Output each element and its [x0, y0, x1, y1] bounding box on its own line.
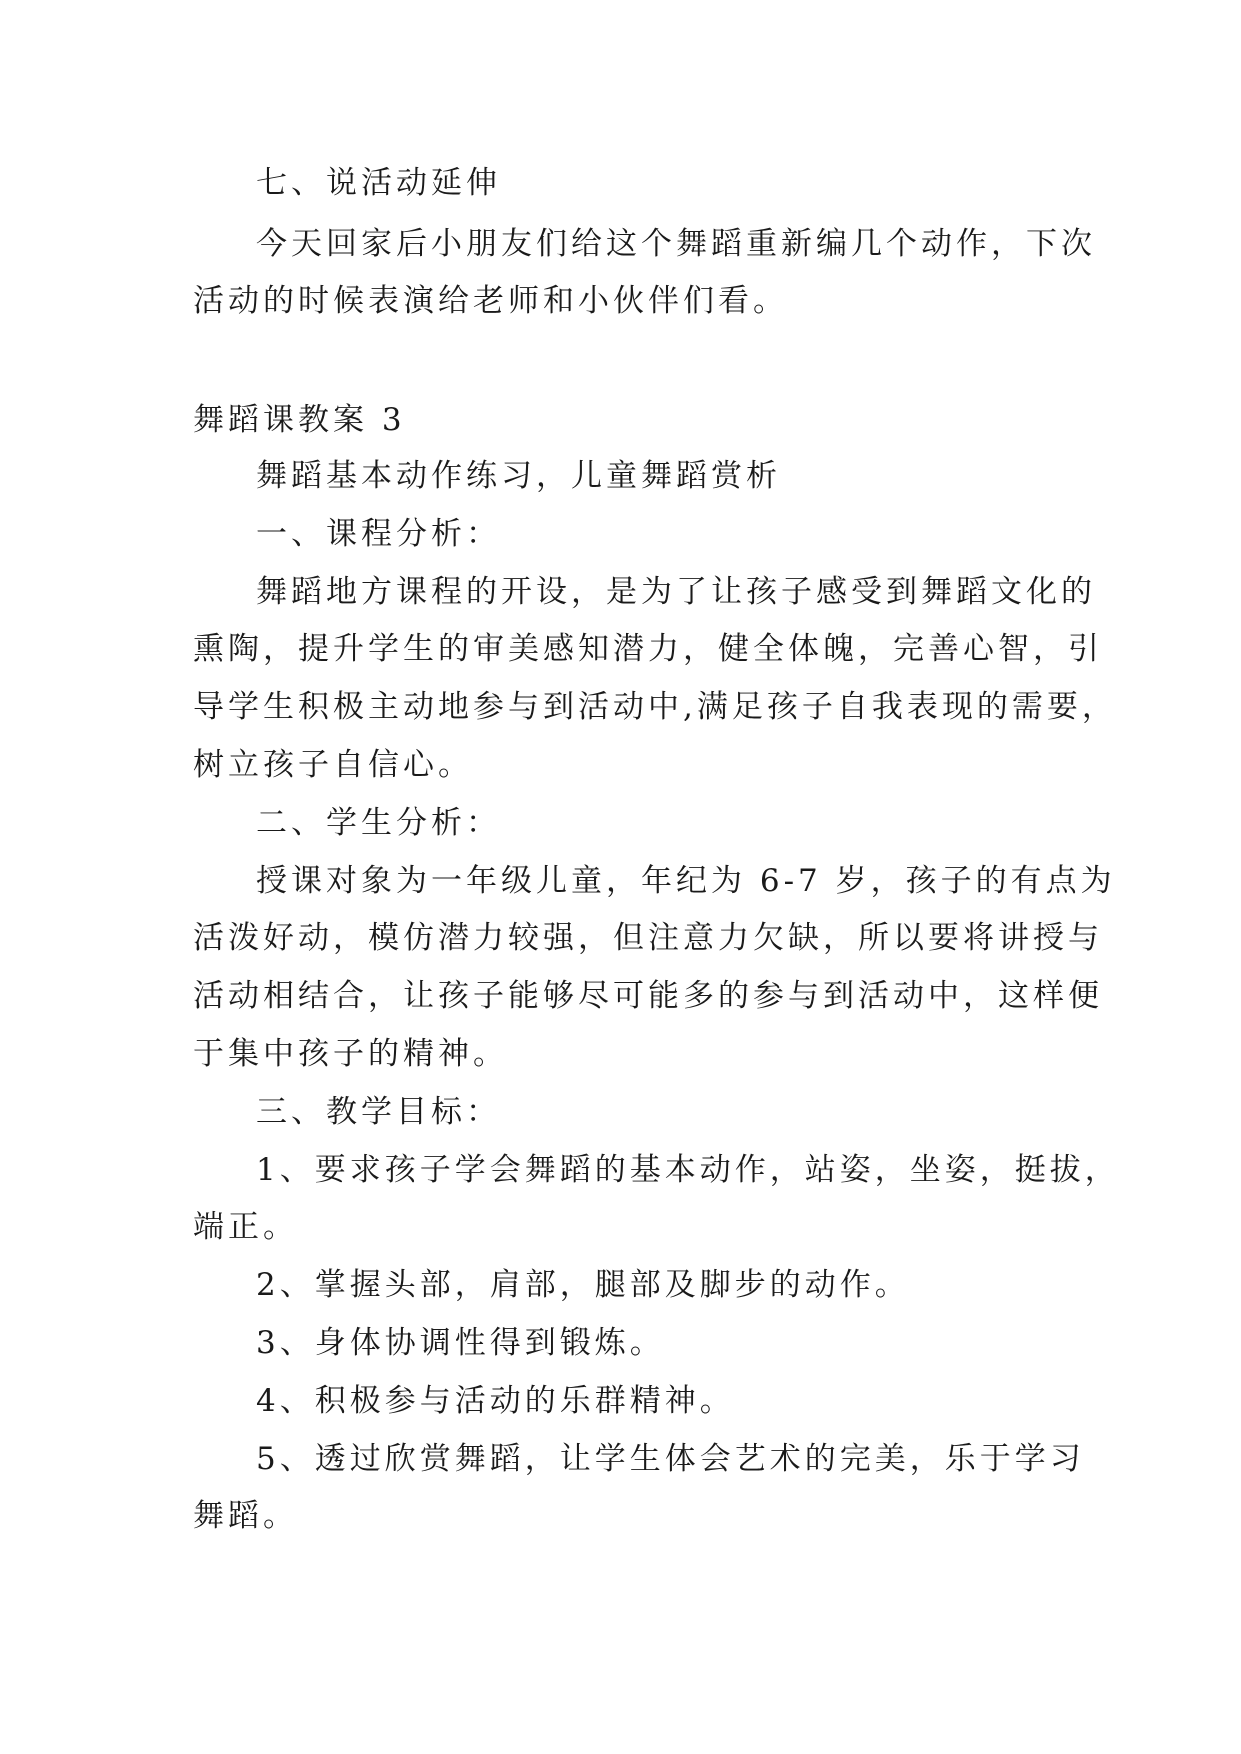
student-analysis-line: 于集中孩子的精神。: [193, 1036, 508, 1072]
section7-paragraph-line: 活动的时候表演给老师和小伙伴们看。: [193, 283, 788, 319]
lesson-subtitle: 舞蹈基本动作练习，儿童舞蹈赏析: [256, 458, 781, 494]
course-analysis-line: 树立孩子自信心。: [193, 747, 473, 783]
teaching-goal-5: 5、透过欣赏舞蹈，让学生体会艺术的完美，乐于学习: [256, 1441, 1085, 1477]
teaching-goal-2: 2、掌握头部，肩部，腿部及脚步的动作。: [256, 1267, 910, 1303]
teaching-goals-heading: 三、教学目标：: [256, 1094, 501, 1130]
section7-heading: 七、说活动延伸: [256, 165, 501, 201]
section7-paragraph-line: 今天回家后小朋友们给这个舞蹈重新编几个动作，下次: [256, 226, 1096, 262]
teaching-goal-1-continued: 端正。: [193, 1209, 298, 1245]
teaching-goal-5-continued: 舞蹈。: [193, 1498, 298, 1534]
teaching-goal-3: 3、身体协调性得到锻炼。: [256, 1325, 665, 1361]
student-analysis-line: 活动相结合，让孩子能够尽可能多的参与到活动中，这样便: [193, 978, 1103, 1014]
lesson-title: 舞蹈课教案 3: [193, 402, 406, 438]
course-analysis-line: 熏陶，提升学生的审美感知潜力，健全体魄，完善心智，引: [193, 631, 1103, 667]
student-analysis-heading: 二、学生分析：: [256, 805, 501, 841]
teaching-goal-4: 4、积极参与活动的乐群精神。: [256, 1383, 735, 1419]
student-analysis-line: 授课对象为一年级儿童，年纪为 6-7 岁，孩子的有点为: [256, 863, 1116, 899]
course-analysis-line: 舞蹈地方课程的开设，是为了让孩子感受到舞蹈文化的: [256, 574, 1096, 610]
course-analysis-heading: 一、课程分析：: [256, 516, 501, 552]
course-analysis-line: 导学生积极主动地参与到活动中,满足孩子自我表现的需要，: [193, 689, 1117, 725]
student-analysis-line: 活泼好动，模仿潜力较强，但注意力欠缺，所以要将讲授与: [193, 920, 1103, 956]
teaching-goal-1: 1、要求孩子学会舞蹈的基本动作，站姿，坐姿，挺拔，: [256, 1152, 1120, 1188]
